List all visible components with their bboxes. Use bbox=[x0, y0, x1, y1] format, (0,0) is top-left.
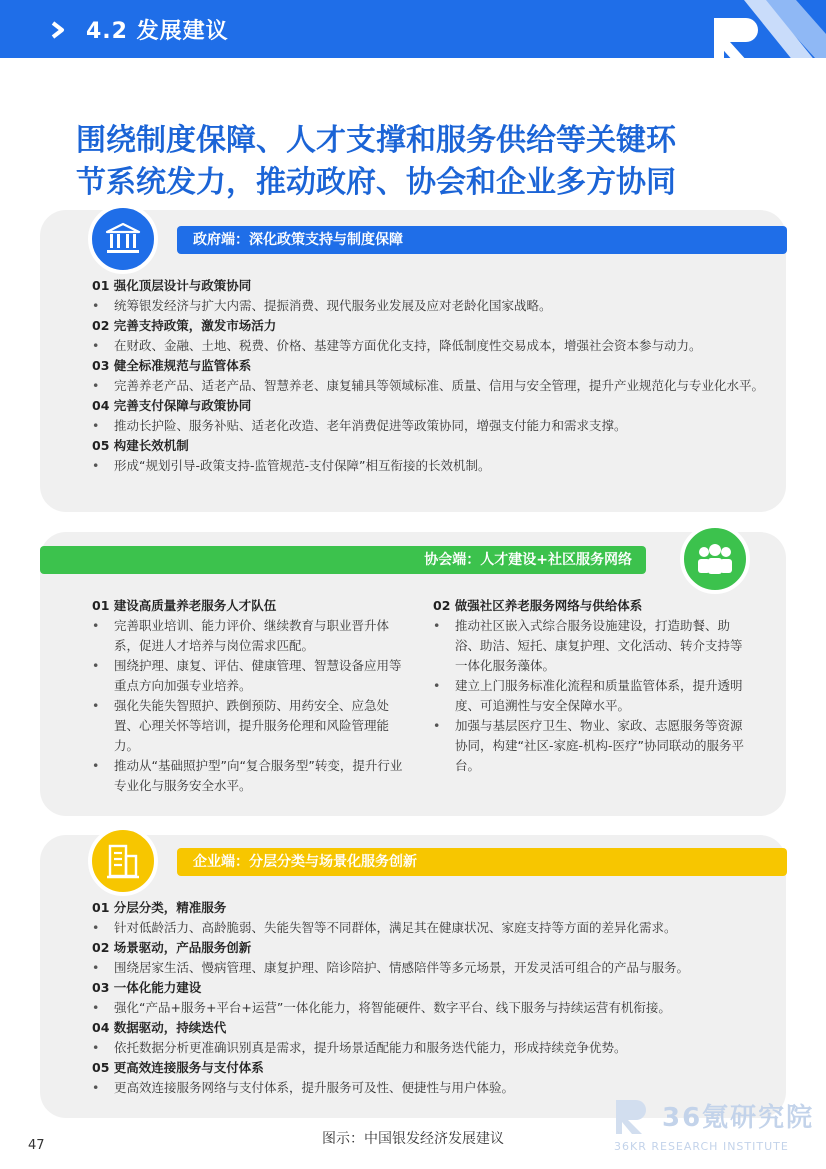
ent-section-01 bbox=[92, 898, 772, 938]
bullet-item: • 围绕护理、康复、评估、健康管理、智慧设备应用等重点方向加强专业培养。 bbox=[92, 656, 412, 696]
government-label: 政府端：深化政策支持与制度保障 bbox=[177, 226, 787, 254]
watermark-logo-icon bbox=[612, 1096, 652, 1136]
people-group-icon bbox=[680, 524, 750, 594]
section-header-bar bbox=[0, 0, 826, 58]
bullet-item: • 依托数据分析更准确识别真是需求，提升场景适配能力和服务迭代能力，形成持续竞争优势。 bbox=[92, 1038, 772, 1058]
section-title: 04 数据驱动，持续迭代 bbox=[92, 1020, 227, 1035]
bullet-item: • 强化失能失智照护、跌倒预防、用药安全、应急处置、心理关怀等培训，提升服务伦理和风险管理能力。 bbox=[92, 696, 412, 756]
association-right-column bbox=[433, 596, 753, 776]
government-content bbox=[92, 276, 772, 476]
section-title: 01 强化顶层设计与政策协同 bbox=[92, 278, 252, 293]
bullet-item: • 加强与基层医疗卫生、物业、家政、志愿服务等资源协同，构建“社区-家庭-机构-医疗”协同联动的服务平台。 bbox=[433, 716, 753, 776]
ent-section-03 bbox=[92, 978, 772, 1018]
bullet-item: • 强化“产品+服务+平台+运营”一体化能力，将智能硬件、数字平台、线下服务与持续运营有机衔接。 bbox=[92, 998, 772, 1018]
section-title: 04 完善支付保障与政策协同 bbox=[92, 398, 252, 413]
section-title: 01 分层分类，精准服务 bbox=[92, 900, 227, 915]
brand-logo-icon bbox=[700, 0, 826, 58]
section-title: 05 更高效连接服务与支付体系 bbox=[92, 1060, 264, 1075]
gov-section-03 bbox=[92, 356, 772, 396]
bullet-item: • 推动从“基础照护型”向“复合服务型”转变，提升行业专业化与服务安全水平。 bbox=[92, 756, 412, 796]
ent-section-05 bbox=[92, 1058, 772, 1098]
bullet-item: • 统筹银发经济与扩大内需、提振消费、现代服务业发展及应对老龄化国家战略。 bbox=[92, 296, 772, 316]
chevron-right-icon bbox=[48, 20, 68, 40]
office-building-icon bbox=[88, 826, 158, 896]
ent-section-02 bbox=[92, 938, 772, 978]
section-title: 4.2 发展建议 bbox=[86, 19, 229, 44]
government-building-icon bbox=[88, 204, 158, 274]
watermark-name: 36氪研究院 bbox=[662, 1103, 815, 1133]
bullet-item: • 围绕居家生活、慢病管理、康复护理、陪诊陪护、情感陪伴等多元场景，开发灵活可组合的产品与服务。 bbox=[92, 958, 772, 978]
section-title: 05 构建长效机制 bbox=[92, 438, 189, 453]
bullet-item: • 完善养老产品、适老产品、智慧养老、康复辅具等领域标准、质量、信用与安全管理，提升产业规范化与专业化水平。 bbox=[92, 376, 772, 396]
section-title: 02 做强社区养老服务网络与供给体系 bbox=[433, 598, 643, 613]
page-headline bbox=[76, 120, 776, 204]
page-number: 47 bbox=[28, 1138, 45, 1153]
watermark-subtitle: 36KR RESEARCH INSTITUTE bbox=[614, 1140, 789, 1153]
headline-line-1: 围绕制度保障、人才支撑和服务供给等关键环 bbox=[76, 123, 676, 158]
headline-line-2: 节系统发力，推动政府、协会和企业多方协同 bbox=[76, 165, 676, 200]
section-title: 02 完善支持政策，激发市场活力 bbox=[92, 318, 277, 333]
bullet-item: • 推动社区嵌入式综合服务设施建设，打造助餐、助浴、助洁、短托、康复护理、文化活动、转介支持等一体化服务藻体。 bbox=[433, 616, 753, 676]
bullet-item: • 更高效连接服务网络与支付体系，提升服务可及性、便捷性与用户体验。 bbox=[92, 1078, 772, 1098]
gov-section-05 bbox=[92, 436, 772, 476]
section-title: 03 一体化能力建设 bbox=[92, 980, 202, 995]
gov-section-02 bbox=[92, 316, 772, 356]
bullet-item: • 在财政、金融、土地、税费、价格、基建等方面优化支持，降低制度性交易成本，增强社会资本参与动力。 bbox=[92, 336, 772, 356]
bullet-item: • 针对低龄活力、高龄脆弱、失能失智等不同群体，满足其在健康状况、家庭支持等方面的差异化需求。 bbox=[92, 918, 772, 938]
bullet-item: • 推动长护险、服务补贴、适老化改造、老年消费促进等政策协同，增强支付能力和需求支撑。 bbox=[92, 416, 772, 436]
gov-section-04 bbox=[92, 396, 772, 436]
section-title: 03 健全标准规范与监管体系 bbox=[92, 358, 252, 373]
gov-section-01 bbox=[92, 276, 772, 316]
association-left-column bbox=[92, 596, 412, 796]
bullet-item: • 形成“规划引导-政策支持-监管规范-支付保障”相互衔接的长效机制。 bbox=[92, 456, 772, 476]
enterprise-content bbox=[92, 898, 772, 1098]
section-title: 02 场景驱动，产品服务创新 bbox=[92, 940, 252, 955]
association-label: 协会端：人才建设+社区服务网络 bbox=[40, 546, 646, 574]
section-title: 01 建设高质量养老服务人才队伍 bbox=[92, 598, 277, 613]
bullet-item: • 建立上门服务标准化流程和质量监管体系，提升透明度、可追溯性与安全保障水平。 bbox=[433, 676, 753, 716]
bullet-item: • 完善职业培训、能力评价、继续教育与职业晋升体系，促进人才培养与岗位需求匹配。 bbox=[92, 616, 412, 656]
figure-caption: 图示：中国银发经济发展建议 bbox=[322, 1131, 504, 1147]
ent-section-04 bbox=[92, 1018, 772, 1058]
enterprise-label: 企业端：分层分类与场景化服务创新 bbox=[177, 848, 787, 876]
